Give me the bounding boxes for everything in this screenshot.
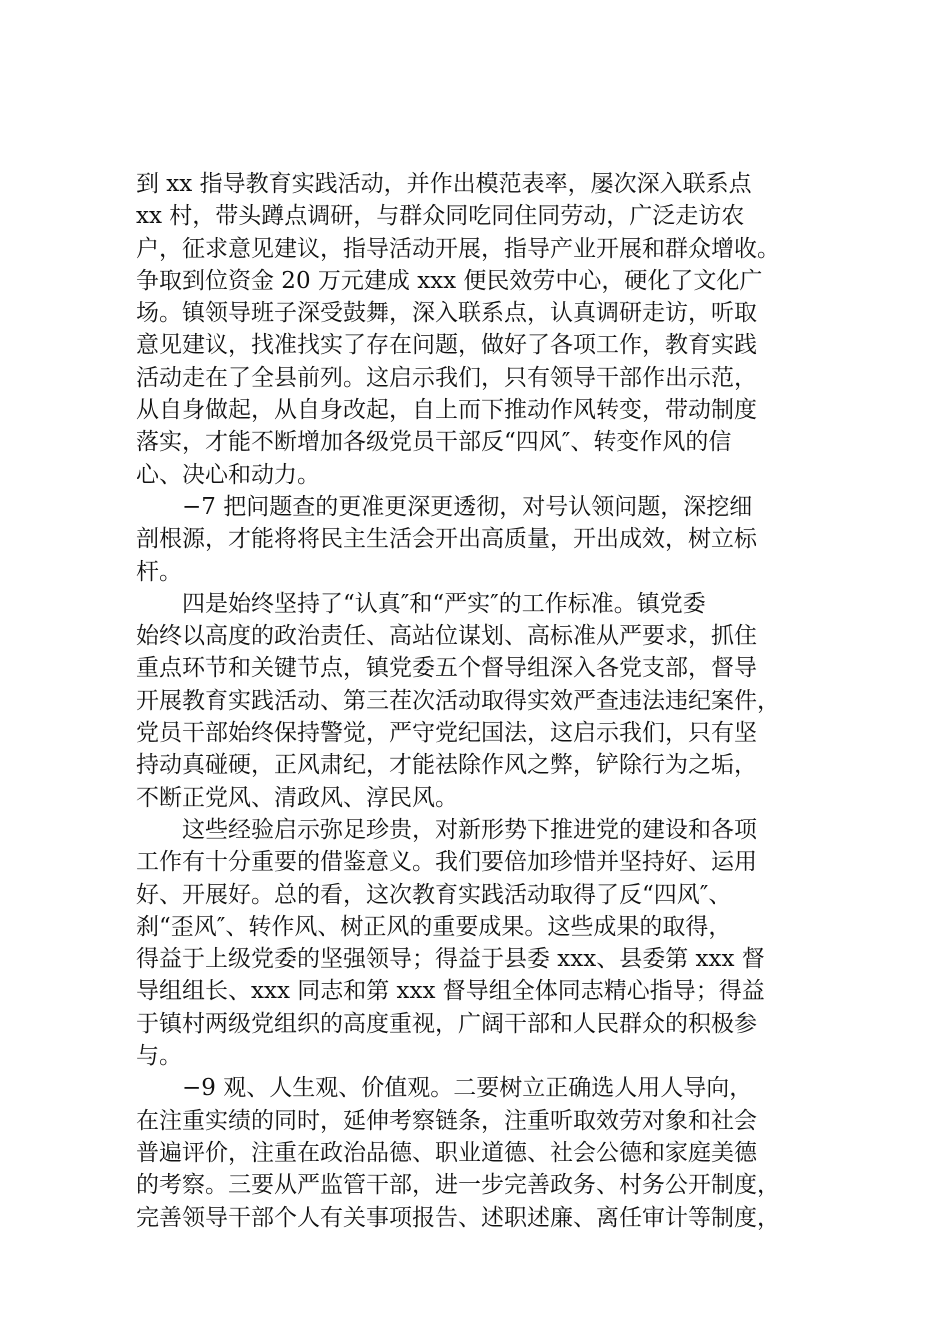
- text-line: 到 xx 指导教育实践活动，并作出模范表率，屡次深入联系点: [136, 171, 752, 197]
- text-line: 在注重实绩的同时，延伸考察链条，注重听取效劳对象和社会: [136, 1107, 757, 1134]
- text-line: 户，征求意见建议，指导活动开展，指导产业开展和群众增收。: [136, 235, 780, 262]
- text-line: 好、开展好。总的看，这次教育实践活动取得了反“四风″、: [136, 881, 732, 908]
- text-line: 开展教育实践活动、第三茬次活动取得实效严查违法违纪案件，: [136, 687, 780, 714]
- text-line: 意见建议，找准找实了存在问题，做好了各项工作，教育实践: [136, 332, 757, 359]
- text-line: 得益于上级党委的坚强领导；得益于县委 xxx、县委第 xxx 督: [136, 946, 765, 973]
- text-line: 活动走在了全县前列。这启示我们，只有领导干部作出示范，: [136, 364, 757, 391]
- text-line: 工作有十分重要的借鉴意义。我们要倍加珍惜并坚持好、运用: [136, 849, 757, 876]
- text-line: 持动真碰硬，正风肃纪，才能祛除作风之弊，铲除行为之垢，: [136, 752, 757, 779]
- text-line: 不断正党风、清政风、淳民风。: [136, 784, 458, 811]
- text-line: 刹“歪风″、转作风、树正风的重要成果。这些成果的取得，: [136, 913, 732, 940]
- text-line: 完善领导干部个人有关事项报告、述职述廉、离任审计等制度，: [136, 1204, 780, 1231]
- text-line: 四是始终坚持了“认真″和“严实″的工作标准。镇党委: [182, 590, 706, 617]
- text-line: 心、决心和动力。: [136, 461, 320, 488]
- text-line: xx 村，带头蹲点调研，与群众同吃同住同劳动，广泛走访农: [136, 203, 745, 230]
- text-line: 党员干部始终保持警觉，严守党纪国法，这启示我们，只有坚: [136, 720, 757, 747]
- text-line: −9 观、人生观、价值观。二要树立正确选人用人导向，: [182, 1075, 753, 1102]
- text-line: 剖根源，才能将将民主生活会开出高质量，开出成效，树立标: [136, 526, 757, 553]
- text-line: 重点环节和关键节点，镇党委五个督导组深入各党支部，督导: [136, 655, 757, 682]
- text-line: 始终以高度的政治责任、高站位谋划、高标准从严要求，抓住: [136, 623, 757, 650]
- text-line: −7 把问题查的更准更深更透彻，对号认领问题，深挖细: [182, 493, 753, 520]
- body-text: [136, 168, 846, 1234]
- text-line: 与。: [136, 1043, 182, 1070]
- text-line: 导组组长、xxx 同志和第 xxx 督导组全体同志精心指导；得益: [136, 978, 765, 1005]
- text-line: 落实，才能不断增加各级党员干部反“四风″、转变作风的信: [136, 429, 732, 456]
- text-line: 杆。: [136, 558, 182, 585]
- text-line: 这些经验启示弥足珍贵，对新形势下推进党的建设和各项: [182, 816, 757, 843]
- text-line: 争取到位资金 20 万元建成 xxx 便民效劳中心，硬化了文化广: [136, 267, 763, 294]
- text-line: 于镇村两级党组织的高度重视，广阔干部和人民群众的积极参: [136, 1010, 757, 1037]
- text-line: 场。镇领导班子深受鼓舞，深入联系点，认真调研走访，听取: [136, 300, 757, 327]
- text-line: 普遍评价，注重在政治品德、职业道德、社会公德和家庭美德: [136, 1139, 757, 1166]
- text-line: 从自身做起，从自身改起，自上而下推动作风转变，带动制度: [136, 397, 757, 424]
- text-line: 的考察。三要从严监管干部，进一步完善政务、村务公开制度，: [136, 1172, 780, 1199]
